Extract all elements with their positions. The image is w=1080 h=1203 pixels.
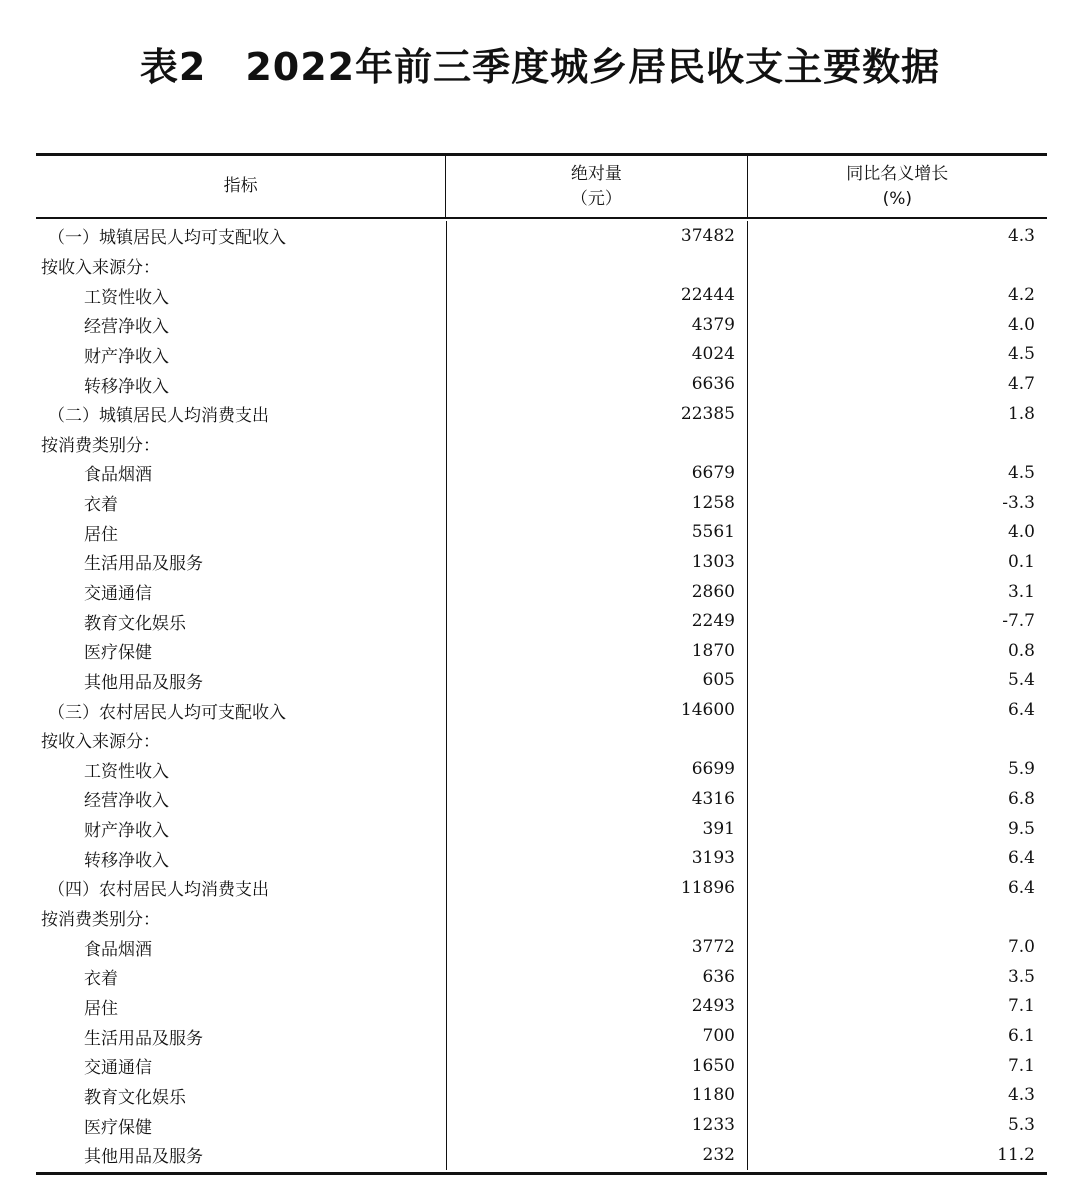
row-label: 食品烟酒 xyxy=(84,465,152,486)
row-growth-value: 5.3 xyxy=(747,1110,1047,1140)
table-body xyxy=(36,219,1047,1172)
row-absolute-value xyxy=(446,903,747,933)
row-growth-value: 4.0 xyxy=(747,310,1047,340)
table-row xyxy=(36,695,1047,725)
row-growth-value: -7.7 xyxy=(747,606,1047,636)
table-row xyxy=(36,606,1047,636)
table-row xyxy=(36,428,1047,458)
table-row xyxy=(36,488,1047,518)
row-label: （一）城镇居民人均可支配收入 xyxy=(48,228,286,249)
row-growth-value: 0.1 xyxy=(747,547,1047,577)
table-header xyxy=(36,156,1047,219)
row-label: 生活用品及服务 xyxy=(84,554,203,575)
row-label: 工资性收入 xyxy=(84,287,169,308)
row-absolute-value: 2249 xyxy=(446,606,747,636)
row-absolute-value: 22444 xyxy=(446,280,747,310)
row-growth-value: 9.5 xyxy=(747,814,1047,844)
row-absolute-value: 1650 xyxy=(446,1051,747,1081)
table-row xyxy=(36,784,1047,814)
row-growth-value: 4.2 xyxy=(747,280,1047,310)
table-row xyxy=(36,458,1047,488)
row-absolute-value: 391 xyxy=(446,814,747,844)
row-label: 食品烟酒 xyxy=(84,939,152,960)
row-growth-value: 6.1 xyxy=(747,1021,1047,1051)
row-label: 交通通信 xyxy=(84,584,152,604)
row-growth-value: 7.1 xyxy=(747,992,1047,1022)
row-absolute-value: 5561 xyxy=(446,517,747,547)
row-absolute-value xyxy=(446,428,747,458)
row-absolute-value: 6636 xyxy=(446,369,747,399)
row-label: 经营净收入 xyxy=(84,791,169,812)
row-growth-value: 4.3 xyxy=(747,221,1047,251)
row-growth-value: 5.4 xyxy=(747,666,1047,696)
row-growth-value: 1.8 xyxy=(747,399,1047,429)
row-label: 按消费类别分： xyxy=(41,910,160,931)
row-absolute-value: 14600 xyxy=(446,695,747,725)
table-row xyxy=(36,369,1047,399)
table-row xyxy=(36,992,1047,1022)
row-label: 按收入来源分： xyxy=(41,732,160,753)
row-absolute-value: 4316 xyxy=(446,784,747,814)
row-growth-value: 4.0 xyxy=(747,517,1047,547)
row-label: 衣着 xyxy=(84,969,118,990)
table-row xyxy=(36,1110,1047,1140)
table-row xyxy=(36,310,1047,340)
row-growth-value: 4.5 xyxy=(747,340,1047,370)
header-growth xyxy=(747,156,1047,217)
row-absolute-value: 1258 xyxy=(446,488,747,518)
row-absolute-value: 636 xyxy=(446,962,747,992)
row-label: 工资性收入 xyxy=(84,761,169,782)
row-absolute-value: 1870 xyxy=(446,636,747,666)
header-growth-unit: (%) xyxy=(882,188,912,209)
row-growth-value: 3.5 xyxy=(747,962,1047,992)
row-label: 医疗保健 xyxy=(84,1117,152,1138)
row-growth-value: 4.3 xyxy=(747,1081,1047,1111)
table-row xyxy=(36,873,1047,903)
row-growth-value: 6.4 xyxy=(747,873,1047,903)
row-label: 生活用品及服务 xyxy=(84,1028,203,1049)
row-absolute-value: 1180 xyxy=(446,1081,747,1111)
row-absolute-value xyxy=(446,725,747,755)
header-absolute xyxy=(445,156,746,217)
row-absolute-value: 2860 xyxy=(446,577,747,607)
row-growth-value: 11.2 xyxy=(747,1140,1047,1170)
row-growth-value: 4.7 xyxy=(747,369,1047,399)
row-label: 按收入来源分： xyxy=(41,257,160,278)
row-absolute-value: 3193 xyxy=(446,843,747,873)
row-label: 教育文化娱乐 xyxy=(84,1087,186,1108)
row-absolute-value: 2493 xyxy=(446,992,747,1022)
row-absolute-value: 11896 xyxy=(446,873,747,903)
row-growth-value: -3.3 xyxy=(747,488,1047,518)
row-label: 按消费类别分： xyxy=(41,435,160,456)
row-label: 其他用品及服务 xyxy=(84,1147,203,1168)
row-growth-value xyxy=(747,428,1047,458)
table-row xyxy=(36,547,1047,577)
row-label: 居住 xyxy=(84,524,118,545)
table-row xyxy=(36,843,1047,873)
row-label: 财产净收入 xyxy=(84,346,169,367)
table-row xyxy=(36,962,1047,992)
row-absolute-value: 6699 xyxy=(446,755,747,785)
row-growth-value: 6.8 xyxy=(747,784,1047,814)
page-title: 表2 2022年前三季度城乡居民收支主要数据 xyxy=(139,45,941,89)
row-absolute-value xyxy=(446,251,747,281)
table-row xyxy=(36,340,1047,370)
table-row xyxy=(36,221,1047,251)
table-row xyxy=(36,1051,1047,1081)
row-growth-value xyxy=(747,251,1047,281)
row-label: 经营净收入 xyxy=(84,317,169,338)
row-growth-value: 4.5 xyxy=(747,458,1047,488)
row-label: 转移净收入 xyxy=(84,376,169,397)
row-absolute-value: 700 xyxy=(446,1021,747,1051)
row-label: （三）农村居民人均可支配收入 xyxy=(48,702,286,723)
row-label: 交通通信 xyxy=(84,1058,152,1079)
row-label: 转移净收入 xyxy=(84,850,169,871)
table-row xyxy=(36,1021,1047,1051)
table-row xyxy=(36,1081,1047,1111)
row-growth-value: 5.9 xyxy=(747,755,1047,785)
row-label: 医疗保健 xyxy=(84,643,152,664)
header-growth-label: 同比名义增长 xyxy=(846,163,949,184)
row-absolute-value: 3772 xyxy=(446,932,747,962)
row-growth-value: 7.0 xyxy=(747,932,1047,962)
row-absolute-value: 6679 xyxy=(446,458,747,488)
row-absolute-value: 4379 xyxy=(446,310,747,340)
row-growth-value: 3.1 xyxy=(747,577,1047,607)
table-row xyxy=(36,1140,1047,1170)
table-row xyxy=(36,251,1047,281)
row-label: 教育文化娱乐 xyxy=(84,613,186,634)
header-absolute-label: 绝对量 xyxy=(570,163,622,184)
row-growth-value: 0.8 xyxy=(747,636,1047,666)
row-growth-value: 6.4 xyxy=(747,843,1047,873)
header-indicator-label: 指标 xyxy=(223,176,258,196)
row-absolute-value: 1233 xyxy=(446,1110,747,1140)
row-growth-value xyxy=(747,903,1047,933)
row-growth-value: 6.4 xyxy=(747,695,1047,725)
table-row xyxy=(36,725,1047,755)
row-absolute-value: 1303 xyxy=(446,547,747,577)
row-label: 居住 xyxy=(84,998,118,1019)
row-label: （二）城镇居民人均消费支出 xyxy=(48,406,269,427)
table-row xyxy=(36,399,1047,429)
table-row xyxy=(36,903,1047,933)
row-absolute-value: 232 xyxy=(446,1140,747,1170)
row-label: 衣着 xyxy=(84,495,118,516)
table-row xyxy=(36,636,1047,666)
table-row xyxy=(36,755,1047,785)
row-growth-value: 7.1 xyxy=(747,1051,1047,1081)
table-row xyxy=(36,577,1047,607)
table-row xyxy=(36,932,1047,962)
table-row xyxy=(36,814,1047,844)
table-row xyxy=(36,666,1047,696)
row-absolute-value: 4024 xyxy=(446,340,747,370)
row-absolute-value: 605 xyxy=(446,666,747,696)
data-table xyxy=(36,153,1047,1175)
table-row xyxy=(36,280,1047,310)
row-label: （四）农村居民人均消费支出 xyxy=(48,880,269,901)
header-indicator xyxy=(36,156,445,217)
row-label: 财产净收入 xyxy=(84,821,169,842)
row-growth-value xyxy=(747,725,1047,755)
table-row xyxy=(36,517,1047,547)
header-absolute-unit: （元） xyxy=(570,188,622,209)
row-absolute-value: 37482 xyxy=(446,221,747,251)
row-absolute-value: 22385 xyxy=(446,399,747,429)
row-label: 其他用品及服务 xyxy=(84,672,203,693)
